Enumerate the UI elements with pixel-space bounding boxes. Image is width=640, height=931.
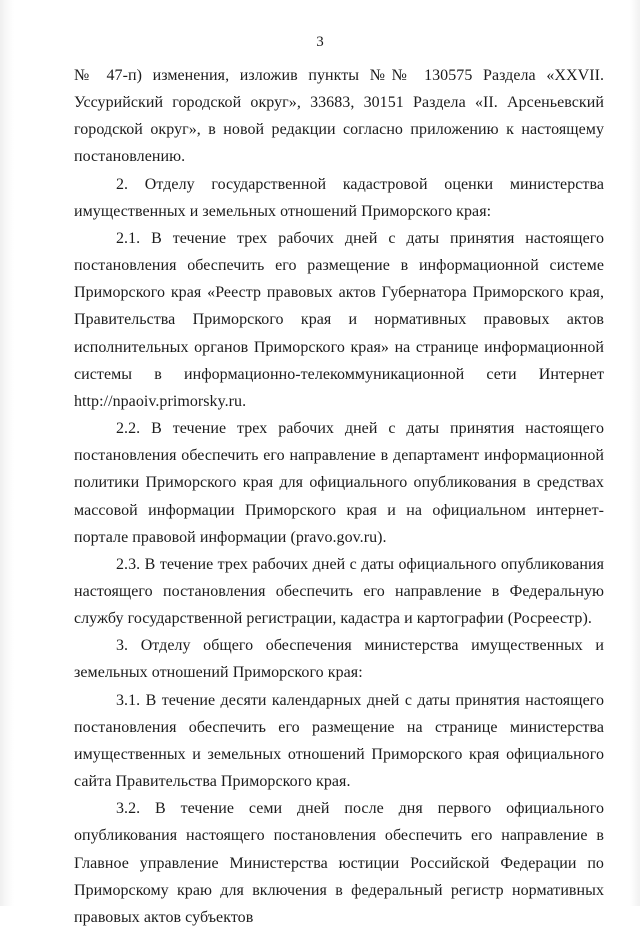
paragraph-item-2-2: 2.2. В течение трех рабочих дней с даты принятия настоящего постановления обеспечить его направление в департамент информационной политики Приморского края для официального опубликования в средствах массовой информации Приморского края и на официальном интернет-портале правовой информации (pravo.gov.ru). — [74, 420, 604, 546]
document-body — [74, 62, 604, 931]
paragraph-item-2-3: 2.3. В течение трех рабочих дней с даты официального опубликования настоящего постановления обеспечить его направление в Федеральную службу государственной регистрации, кадастра и картографии (Росреестр). — [74, 555, 604, 628]
paragraph-item-3-1: 3.1. В течение десяти календарных дней с даты принятия настоящего постановления обеспечить его размещение на странице министерства имущественных и земельных отношений Приморского края официального сайта Правительства Приморского края. — [74, 691, 604, 791]
paragraph-item-2: 2. Отделу государственной кадастровой оценки министерства имущественных и земельных отношений Приморского края: — [74, 175, 604, 220]
scan-right-edge — [630, 0, 640, 906]
scan-left-edge — [0, 0, 14, 906]
paragraph-item-2-1: 2.1. В течение трех рабочих дней с даты принятия настоящего постановления обеспечить его размещение в информационной системе Приморского края «Реестр правовых актов Губернатора Приморского края, Правительства Приморского края и нормативных правовых актов исполнительных органов Приморского края» на странице информационной системы в информационно-телекоммуникационной сети Интернет http://npaoiv.primorsky.ru. — [74, 229, 604, 410]
paragraph-continuation: № 47-п) изменения, изложив пункты №№ 130575 Раздела «XXVII. Уссурийский городской округ», 33683, 30151 Раздела «II. Арсеньевский городской округ», в новой редакции согласно приложению к настоящему постановлению. — [74, 67, 604, 166]
paragraph-item-3: 3. Отделу общего обеспечения министерства имущественных и земельных отношений Приморского края: — [74, 637, 604, 682]
paragraph-item-3-2: 3.2. В течение семи дней после дня первого официального опубликования настоящего постановления обеспечить его направление в Главное управление Министерства юстиции Российской Федерации по Приморскому краю для включения в федеральный регистр нормативных правовых актов субъектов — [74, 800, 604, 926]
page-number: 3 — [316, 34, 324, 50]
